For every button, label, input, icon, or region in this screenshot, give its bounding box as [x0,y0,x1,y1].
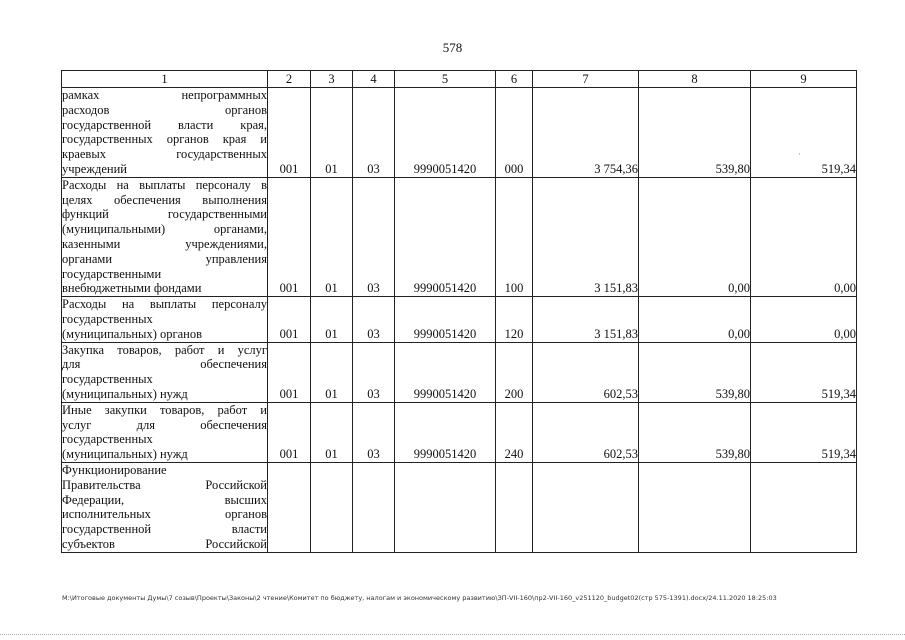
desc-line: казенными учреждениями, [62,236,267,251]
cell-amount-year3: 0,00 [751,177,857,296]
cell-expense-type: 000 [496,88,533,178]
cell-amount-year2: 539,80 [639,402,751,462]
desc-line: целях обеспечения выполнения [62,192,267,207]
cell-amount-year2: 0,00 [639,177,751,296]
cell-ministry-code: 001 [268,297,311,342]
cell-expense-type: 240 [496,402,533,462]
desc-line: расходов органов [62,102,267,117]
col-header-8: 8 [639,71,751,88]
cell-subsection-code: 03 [353,297,395,342]
desc-line: Иные закупки товаров, работ и [62,402,267,417]
cell-amount-year1: 3 754,36 [533,88,639,178]
cell-subsection-code [353,462,395,552]
row-description [62,342,268,402]
cell-expense-type [496,462,533,552]
cell-amount-year1: 602,53 [533,402,639,462]
desc-line: (муниципальных) нужд [62,447,188,462]
desc-line: государственных [62,432,153,447]
desc-line: Расходы на выплаты персоналу [62,297,267,312]
desc-line: Правительства Российской [62,477,267,492]
row-description [62,88,268,178]
desc-line: услуг для обеспечения [62,417,267,432]
desc-line: Функционирование [62,462,167,477]
cell-expense-type: 200 [496,342,533,402]
table-row [62,462,857,552]
desc-line: органами управления [62,251,267,266]
desc-line: государственной власти [62,522,267,537]
cell-target-article: 9990051420 [395,297,496,342]
cell-section-code: 01 [311,297,353,342]
cell-target-article [395,462,496,552]
desc-line: Закупка товаров, работ и услуг [62,342,267,357]
cell-section-code: 01 [311,88,353,178]
cell-amount-year2: 0,00 [639,297,751,342]
cell-amount-year3 [751,88,857,178]
cell-section-code [311,462,353,552]
desc-line: функций государственными [62,207,267,222]
desc-line: Федерации, высших [62,492,267,507]
desc-line: государственных органов края и [62,132,267,147]
col-header-1: 1 [62,71,268,88]
desc-line: Расходы на выплаты персоналу в [62,177,267,192]
cell-amount-year3: 519,34 [751,342,857,402]
col-header-6: 6 [496,71,533,88]
desc-line: учреждений [62,161,127,176]
desc-line: государственных [62,372,153,387]
cell-amount-year3: 0,00 [751,297,857,342]
cell-ministry-code: 001 [268,88,311,178]
cell-ministry-code [268,462,311,552]
desc-line: (муниципальными) органами, [62,222,267,237]
cell-subsection-code: 03 [353,342,395,402]
desc-line: государственной власти края, [62,117,267,132]
row-description [62,297,268,342]
cell-amount-year2: 539,80 [639,88,751,178]
desc-line: исполнительных органов [62,507,267,522]
document-footer-path: M:\Итоговые документы Думы\7 созыв\Проекты\Законы\2 чтение\Комитет по бюджету, налогам и экономическому развитию\ЗП-VII-160\пр2-VII-160_v251120_budget02(стр 575-1391).docx/24.11.2020 18:25:03 [62,594,777,602]
col-header-3: 3 [311,71,353,88]
budget-table [61,70,857,553]
cell-target-article: 9990051420 [395,342,496,402]
cell-subsection-code: 03 [353,88,395,178]
cell-section-code: 01 [311,402,353,462]
desc-line: государственными [62,266,162,281]
cell-section-code: 01 [311,342,353,402]
row-description [62,462,268,552]
cell-amount-year1: 602,53 [533,342,639,402]
desc-line: (муниципальных) нужд [62,386,188,401]
cell-expense-type: 120 [496,297,533,342]
cell-amount-year3-value: 519,34 [821,161,856,176]
cell-amount-year3: 519,34 [751,402,857,462]
table-row [62,402,857,462]
cell-amount-year2: 539,80 [639,342,751,402]
col-header-7: 7 [533,71,639,88]
cell-target-article: 9990051420 [395,402,496,462]
cell-section-code: 01 [311,177,353,296]
desc-line: государственных [62,311,153,326]
cell-ministry-code: 001 [268,402,311,462]
page-edge-divider [0,634,905,635]
cell-amount-year1: 3 151,83 [533,177,639,296]
table-row [62,297,857,342]
desc-line: краевых государственных [62,147,267,162]
cell-expense-type: 100 [496,177,533,296]
cell-subsection-code: 03 [353,177,395,296]
col-header-2: 2 [268,71,311,88]
desc-line: для обеспечения [62,357,267,372]
desc-line: внебюджетными фондами [62,281,202,296]
desc-line: субъектов Российской [62,536,267,551]
page-number: 578 [442,40,463,55]
cell-target-article: 9990051420 [395,177,496,296]
desc-line: рамках непрограммных [62,88,267,102]
cell-amount-year1: 3 151,83 [533,297,639,342]
col-header-5: 5 [395,71,496,88]
col-header-4: 4 [353,71,395,88]
desc-line: (муниципальных) органов [62,326,203,341]
cell-amount-year1 [533,462,639,552]
cell-amount-year3 [751,462,857,552]
cell-ministry-code: 001 [268,342,311,402]
table-row [62,88,857,178]
col-header-9: 9 [751,71,857,88]
table-row [62,177,857,296]
cell-amount-year2 [639,462,751,552]
row-description [62,402,268,462]
table-row [62,342,857,402]
scan-mark: · [798,149,801,160]
row-description [62,177,268,296]
header-row [62,71,857,88]
cell-ministry-code: 001 [268,177,311,296]
cell-subsection-code: 03 [353,402,395,462]
cell-target-article: 9990051420 [395,88,496,178]
